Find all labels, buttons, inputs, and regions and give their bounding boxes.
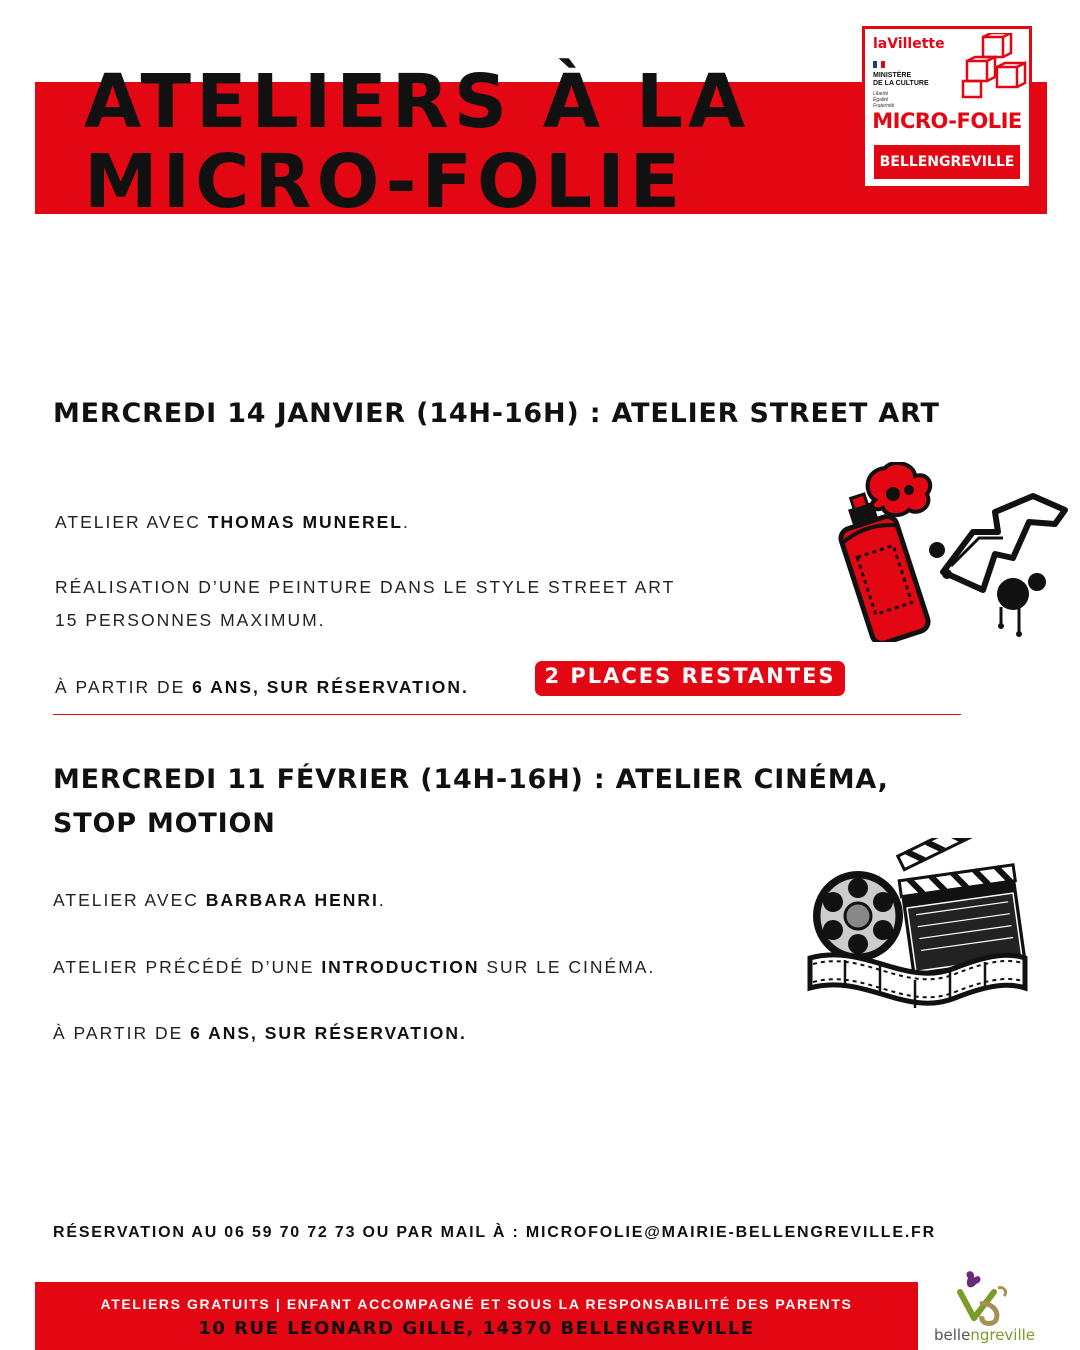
micro-folie-logo [862,26,1032,189]
event2-host-name: BARBARA HENRI [205,890,379,910]
footer-conditions: ATELIERS GRATUITS | ENFANT ACCOMPAGNÉ ET SOUS LA RESPONSABILITÉ DES PARENTS [100,1296,853,1312]
event1-host-name: THOMAS MUNEREL [207,512,403,532]
event1-description: RÉALISATION D’UNE PEINTURE DANS LE STYLE STREET ART [55,577,676,597]
page-title [84,59,804,225]
reservation-contact: RÉSERVATION AU 06 59 70 72 73 OU PAR MAIL À : MICROFOLIE@MAIRIE-BELLENGREVILLE.FR [53,1224,936,1241]
devise-text: Liberté Égalité Fraternité [873,91,895,109]
places-remaining-badge: 2 PLACES RESTANTES [535,661,845,696]
iris-flower-icon [950,1268,1012,1328]
spray-can-graffiti-icon [823,462,1073,642]
town-logo-text: bellengreville [934,1326,1036,1344]
event1-age: À PARTIR DE 6 ANS, SUR RÉSERVATION. [55,677,469,697]
micro-folie-logo-text: MICRO-FOLIE [872,109,1022,133]
event2-age: À PARTIR DE 6 ANS, SUR RÉSERVATION. [53,1023,467,1043]
bellengreville-town-logo [930,1268,1035,1348]
page-title-line2: MICRO-FOLIE [84,139,686,225]
ministere-text: MINISTÈRE DE LA CULTURE [873,72,929,87]
footer-band [35,1282,918,1350]
event2-description: ATELIER PRÉCÉDÉ D’UNE INTRODUCTION SUR LE CINÉMA. [53,957,656,977]
event2-title-line2: STOP MOTION [53,808,276,839]
event1-capacity: 15 PERSONNES MAXIMUM. [55,610,326,630]
cubes-icon [959,33,1029,99]
event1-title: MERCREDI 14 JANVIER (14H-16H) : ATELIER STREET ART [53,398,940,429]
event2-title-line1: MERCREDI 11 FÉVRIER (14H-16H) : ATELIER CINÉMA, [53,764,889,795]
footer-address: 10 RUE LEONARD GILLE, 14370 BELLENGREVILLE [198,1318,755,1339]
film-reel-clapperboard-icon [805,838,1030,1008]
section-divider [53,714,961,715]
event1-host: ATELIER AVEC THOMAS MUNEREL. [55,512,410,532]
bellengreville-logo-text: BELLENGREVILLE [874,145,1020,179]
lavillette-logo-text: laVillette [873,36,945,52]
event2-host: ATELIER AVEC BARBARA HENRI. [53,890,386,910]
french-flag-icon [873,61,885,68]
page-title-line1: ATELIERS À LA [84,59,751,145]
event2-title [53,758,889,846]
